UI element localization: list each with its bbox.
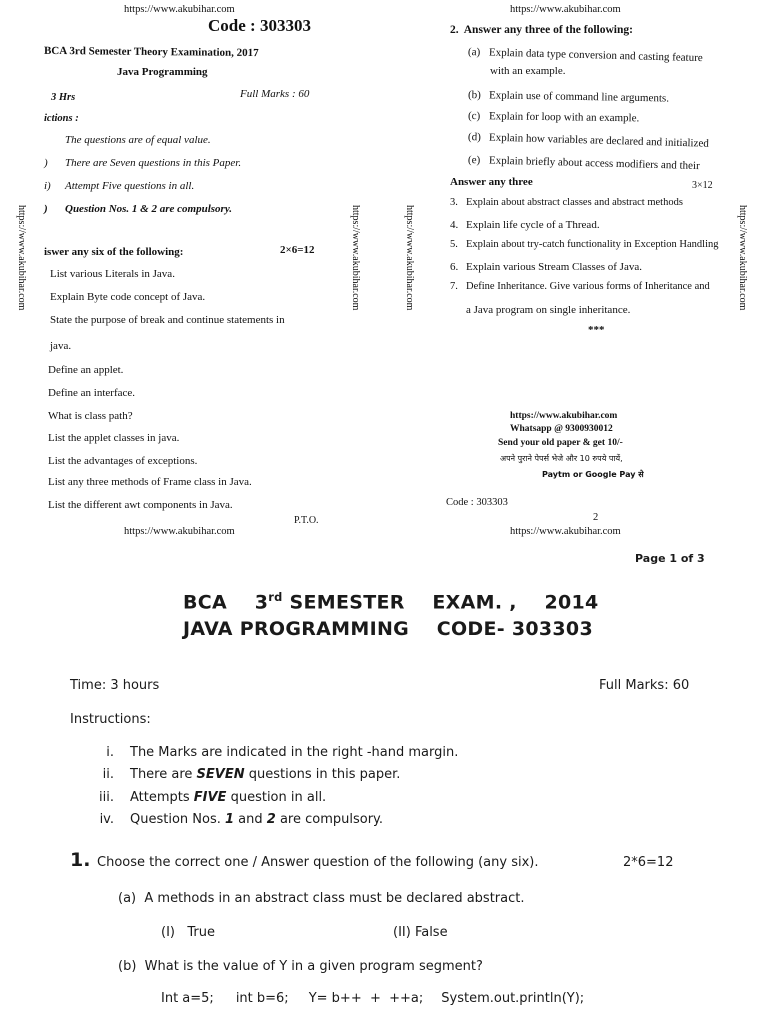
page1-q1-item: List the applet classes in java.	[48, 432, 180, 444]
question-1b: (b) What is the value of Y in a given program segment?	[118, 959, 483, 974]
page1-code: Code : 303303	[208, 16, 311, 35]
paper-instructions-label: Instructions:	[70, 712, 151, 727]
page2-url-bottom: https://www.akubihar.com	[510, 526, 621, 537]
page2-send: Send your old paper & get 10/-	[498, 438, 623, 448]
page2-hindi: अपने पुराने पेपर्स भेजे और 10 रुपये पायें,	[500, 454, 623, 463]
page2-url-top: https://www.akubihar.com	[510, 4, 621, 15]
vertical-url-watermark: https://www.akubihar.com	[16, 205, 27, 311]
paper-instruction: iv. Question Nos. 1 and 2 are compulsory.	[99, 812, 384, 827]
page2-q2-item: (b) Explain use of command line arguments.	[467, 89, 670, 105]
page1-q1-marks: 2×6=12	[280, 244, 315, 256]
page2-long-question: a Java program on single inheritance.	[466, 304, 631, 316]
page2-paytm: Paytm or Google Pay से	[542, 470, 644, 479]
page1-full-marks: Full Marks : 60	[240, 88, 310, 100]
page2-long-question: 7. Define Inheritance. Give various forms of Inheritance and	[450, 281, 710, 292]
vertical-url-watermark: https://www.akubihar.com	[404, 205, 415, 311]
page2-footer-url: https://www.akubihar.com	[510, 411, 618, 421]
page1-subject: Java Programming	[117, 66, 208, 78]
page1-q1-item: Explain Byte code concept of Java.	[50, 291, 206, 303]
paper-full-marks: Full Marks: 60	[599, 678, 690, 693]
page2-stars: ***	[588, 324, 605, 336]
page1-q1-item: List the different awt components in Java.	[48, 499, 233, 511]
page2-q2-item: (e) Explain briefly about access modifiers and their	[467, 154, 700, 173]
page2-long-question: 5. Explain about try-catch functionality in Exception Handling	[450, 239, 719, 250]
paper-time: Time: 3 hours	[70, 678, 160, 693]
page1-instruction: The questions are of equal value.	[65, 134, 211, 146]
code-segment: Int a=5; int b=6; Y= b++ + ++a; System.out.println(Y);	[161, 991, 585, 1006]
page1-q1-heading: iswer any six of the following:	[44, 246, 184, 258]
page1-q1-item: Define an applet.	[48, 364, 124, 376]
page2-any-three-marks: 3×12	[692, 180, 713, 191]
page2-code: Code : 303303	[446, 497, 508, 508]
question-1a: (a) A methods in an abstract class must be declared abstract.	[118, 891, 525, 906]
page2-long-question: 6. Explain various Stream Classes of Java.	[450, 261, 642, 273]
page1-instruction: i) Attempt Five questions in all.	[44, 180, 195, 192]
page1-q1-item: java.	[50, 340, 72, 352]
question-1a-option-2: (II) False	[393, 925, 448, 940]
page1-instruction: ) There are Seven questions in this Paper.	[44, 157, 242, 169]
vertical-url-watermark: https://www.akubihar.com	[350, 205, 361, 311]
page1-q1-item: What is class path?	[48, 410, 133, 422]
question-1-text: Choose the correct one / Answer question of the following (any six).	[97, 855, 539, 870]
page2-whatsapp: Whatsapp @ 9300930012	[510, 424, 613, 434]
paper-title-line2: JAVA PROGRAMMING CODE- 303303	[183, 618, 593, 640]
page2-long-question: 4. Explain life cycle of a Thread.	[450, 219, 600, 231]
question-1a-option-1: (I) True	[161, 925, 215, 940]
page1-q1-item: List the advantages of exceptions.	[48, 455, 198, 467]
page1-exam-title: BCA 3rd Semester Theory Examination, 2017	[43, 44, 259, 60]
page2-q2-item: (c) Explain for loop with an example.	[467, 110, 640, 125]
page1-url-bottom: https://www.akubihar.com	[124, 526, 235, 537]
page1-q1-item: List various Literals in Java.	[50, 268, 175, 280]
paper-instruction: iii. Attempts FIVE question in all.	[99, 790, 327, 805]
page1-url-top: https://www.akubihar.com	[124, 4, 235, 15]
page1-time: 3 Hrs	[51, 92, 76, 103]
page1-pto: P.T.O.	[294, 515, 319, 526]
page1-instructions-label: ictions :	[44, 113, 79, 124]
page2-page-number: 2	[593, 512, 599, 523]
page1-q1-item: List any three methods of Frame class in Java.	[48, 476, 252, 488]
question-1-number: 1.	[70, 849, 91, 871]
page-label: Page 1 of 3	[635, 552, 705, 565]
question-1-marks: 2*6=12	[623, 855, 674, 870]
page1-q1-item: State the purpose of break and continue statements in	[50, 314, 285, 326]
page1-instruction: ) Question Nos. 1 & 2 are compulsory.	[44, 203, 233, 215]
page1-q1-item: Define an interface.	[48, 387, 136, 399]
page2-q2-heading: 2. Answer any three of the following:	[450, 24, 633, 36]
page2-q2-item: with an example.	[490, 65, 566, 77]
page2-q2-item: (d) Explain how variables are declared and initialized	[467, 131, 709, 150]
page2-any-three: Answer any three	[450, 176, 533, 188]
page2-q2-item: (a) Explain data type conversion and casting feature	[467, 46, 703, 65]
paper-instruction: i. The Marks are indicated in the right -hand margin.	[106, 745, 459, 760]
paper-title-line1: BCA 3rd SEMESTER EXAM. , 2014	[183, 590, 599, 614]
page2-long-question: 3. Explain about abstract classes and abstract methods	[450, 197, 683, 208]
paper-instruction: ii. There are SEVEN questions in this paper.	[102, 767, 401, 782]
vertical-url-watermark: https://www.akubihar.com	[737, 205, 748, 311]
